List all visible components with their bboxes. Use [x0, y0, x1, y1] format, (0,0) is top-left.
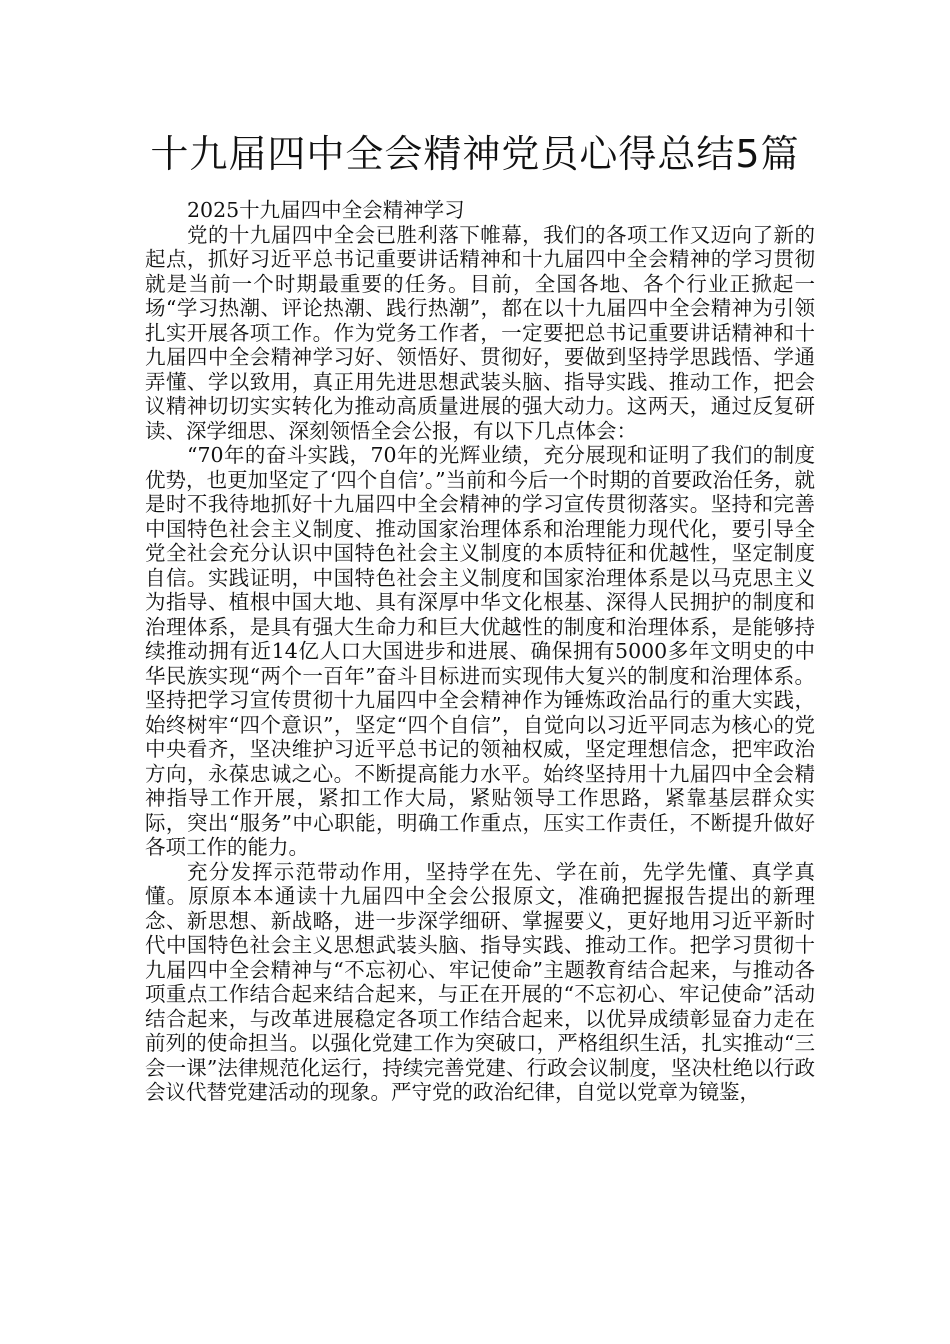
document-body — [145, 198, 815, 1105]
paragraph: “70年的奋斗实践，70年的光辉业绩，充分展现和证明了我们的制度优势，也更加坚定了‘四个自信’。”当前和今后一个时期的首要政治任务，就是时不我待地抓好十九届四中全会精神的学习宣传贯彻落实。坚持和完善中国特色社会主义制度、推动国家治理体系和治理能力现代化，要引导全党全社会充分认识中国特色社会主义制度的本质特征和优越性，坚定制度自信。实践证明，中国特色社会主义制度和国家治理体系是以马克思主义为指导、植根中国大地、具有深厚中华文化根基、深得人民拥护的制度和治理体系，是具有强大生命力和巨大优越性的制度和治理体系，是能够持续推动拥有近14亿人口大国进步和进展、确保拥有5000多年文明史的中华民族实现“两个一百年”奋斗目标进而实现伟大复兴的制度和治理体系。坚持把学习宣传贯彻十九届四中全会精神作为锤炼政治品行的重大实践，始终树牢“四个意识”，坚定“四个自信”，自觉向以习近平同志为核心的党中央看齐，坚决维护习近平总书记的领袖权威，坚定理想信念，把牢政治方向，永葆忠诚之心。不断提高能力水平。始终坚持用十九届四中全会精神指导工作开展，紧扣工作大局，紧贴领导工作思路，紧靠基层群众实际，突出“服务”中心职能，明确工作重点，压实工作责任，不断提升做好各项工作的能力。 — [145, 443, 815, 859]
paragraph: 充分发挥示范带动作用，坚持学在先、学在前，先学先懂、真学真懂。原原本本通读十九届四中全会公报原文，准确把握报告提出的新理念、新思想、新战略，进一步深学细研、掌握要义，更好地用习近平新时代中国特色社会主义思想武装头脑、指导实践、推动工作。把学习贯彻十九届四中全会精神与“不忘初心、牢记使命”主题教育结合起来，与推动各项重点工作结合起来结合起来，与正在开展的“不忘初心、牢记使命”活动结合起来，与改革进展稳定各项工作结合起来，以优异成绩彰显奋力走在前列的使命担当。以强化党建工作为突破口，严格组织生活，扎实推动“三会一课”法律规范化运行，持续完善党建、行政会议制度，坚决杜绝以行政会议代替党建活动的现象。严守党的政治纪律，自觉以党章为镜鉴， — [145, 859, 815, 1104]
subtitle-line: 2025十九届四中全会精神学习 — [187, 198, 465, 222]
paragraph: 党的十九届四中全会已胜利落下帷幕，我们的各项工作又迈向了新的起点，抓好习近平总书记重要讲话精神和十九届四中全会精神的学习贯彻就是当前一个时期最重要的任务。目前，全国各地、各个行业正掀起一场“学习热潮、评论热潮、践行热潮”，都在以十九届四中全会精神为引领扎实开展各项工作。作为党务工作者，一定要把总书记重要讲话精神和十九届四中全会精神学习好、领悟好、贯彻好，要做到坚持学思践悟、学通弄懂、学以致用，真正用先进思想武装头脑、指导实践、推动工作，把会议精神切切实实转化为推动高质量进展的强大动力。这两天，通过反复研读、深学细思、深刻领悟全会公报，有以下几点体会： — [145, 222, 815, 443]
document-title: 十九届四中全会精神党员心得总结5篇 — [150, 132, 800, 176]
